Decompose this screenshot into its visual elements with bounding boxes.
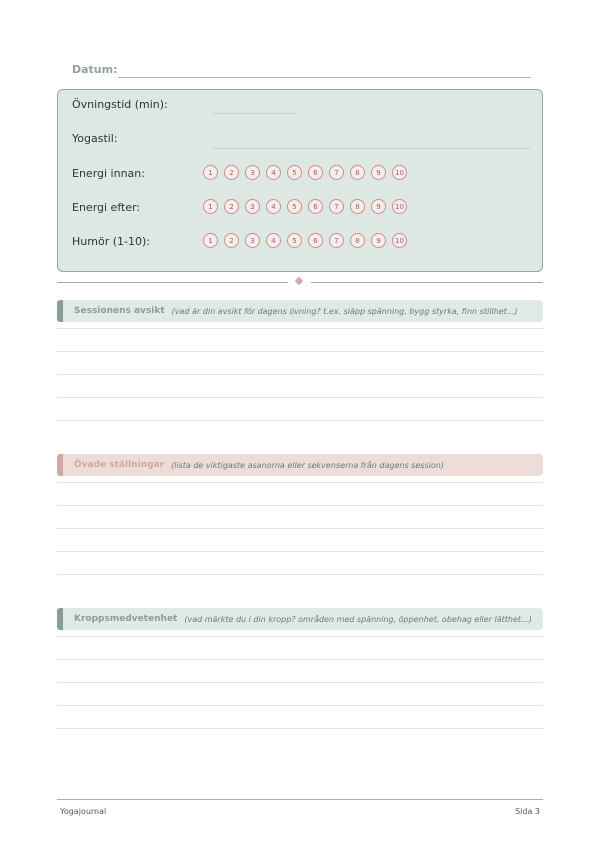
mood-label: Humör (1-10): [72,235,150,248]
energy-before-label: Energi innan: [72,167,145,180]
mood-scale [203,233,407,248]
scale-option[interactable]: 4 [266,233,281,248]
section-accent-bar [57,454,63,476]
writing-line[interactable] [57,636,543,637]
scale-option[interactable]: 2 [224,165,239,180]
writing-line[interactable] [57,659,543,660]
scale-option[interactable]: 6 [308,233,323,248]
energy-after-label: Energi efter: [72,201,141,214]
writing-line[interactable] [57,505,543,506]
scale-option[interactable]: 3 [245,199,260,214]
scale-option[interactable]: 5 [287,233,302,248]
scale-option[interactable]: 4 [266,199,281,214]
scale-option[interactable]: 5 [287,165,302,180]
scale-option[interactable]: 1 [203,165,218,180]
scale-option[interactable]: 7 [329,199,344,214]
scale-option[interactable]: 2 [224,199,239,214]
writing-line[interactable] [57,351,543,352]
writing-line[interactable] [57,551,543,552]
section-header-body-awareness [57,608,543,630]
scale-option[interactable]: 7 [329,165,344,180]
scale-option[interactable]: 4 [266,165,281,180]
section-header-poses [57,454,543,476]
date-field[interactable] [118,77,531,78]
scale-option[interactable]: 9 [371,165,386,180]
section-hint: (vad är din avsikt för dagens övning? t.ex. släpp spänning, bygg styrka, finn stillhet...) [171,306,518,316]
scale-option[interactable]: 10 [392,165,407,180]
footer-divider [57,799,543,800]
scale-option[interactable]: 10 [392,233,407,248]
writing-line[interactable] [57,728,543,729]
writing-line[interactable] [57,328,543,329]
section-header-intention [57,300,543,322]
scale-option[interactable]: 8 [350,233,365,248]
writing-line[interactable] [57,397,543,398]
scale-option[interactable]: 6 [308,165,323,180]
writing-line[interactable] [57,574,543,575]
energy-before-scale [203,165,407,180]
section-hint: (lista de viktigaste asanorna eller sekvenserna från dagens session) [171,460,444,470]
writing-line[interactable] [57,682,543,683]
writing-line[interactable] [57,528,543,529]
yoga-style-label: Yogastil: [72,132,118,145]
scale-option[interactable]: 3 [245,165,260,180]
section-accent-bar [57,608,63,630]
footer-journal-title: Yogajournal [60,807,107,816]
writing-line[interactable] [57,374,543,375]
scale-option[interactable]: 8 [350,165,365,180]
yoga-style-field[interactable] [212,148,530,149]
section-title: Sessionens avsikt [74,306,165,316]
scale-option[interactable]: 9 [371,199,386,214]
date-label: Datum: [72,63,118,76]
scale-option[interactable]: 9 [371,233,386,248]
scale-option[interactable]: 1 [203,233,218,248]
practice-time-field[interactable] [212,113,296,114]
section-title: Övade ställningar [74,460,165,470]
diamond-ornament-icon [295,277,303,285]
writing-line[interactable] [57,482,543,483]
writing-line[interactable] [57,705,543,706]
scale-option[interactable]: 6 [308,199,323,214]
divider-left [57,282,288,283]
page-number: Sida 3 [515,807,540,816]
section-hint: (vad märkte du i din kropp? områden med spänning, öppenhet, obehag eller lätthet...) [184,614,532,624]
divider-right [311,282,543,283]
section-title: Kroppsmedvetenhet [74,614,178,624]
scale-option[interactable]: 2 [224,233,239,248]
writing-line[interactable] [57,420,543,421]
energy-after-scale [203,199,407,214]
practice-time-label: Övningstid (min): [72,98,168,111]
scale-option[interactable]: 10 [392,199,407,214]
scale-option[interactable]: 7 [329,233,344,248]
scale-option[interactable]: 5 [287,199,302,214]
scale-option[interactable]: 3 [245,233,260,248]
section-accent-bar [57,300,63,322]
scale-option[interactable]: 8 [350,199,365,214]
scale-option[interactable]: 1 [203,199,218,214]
